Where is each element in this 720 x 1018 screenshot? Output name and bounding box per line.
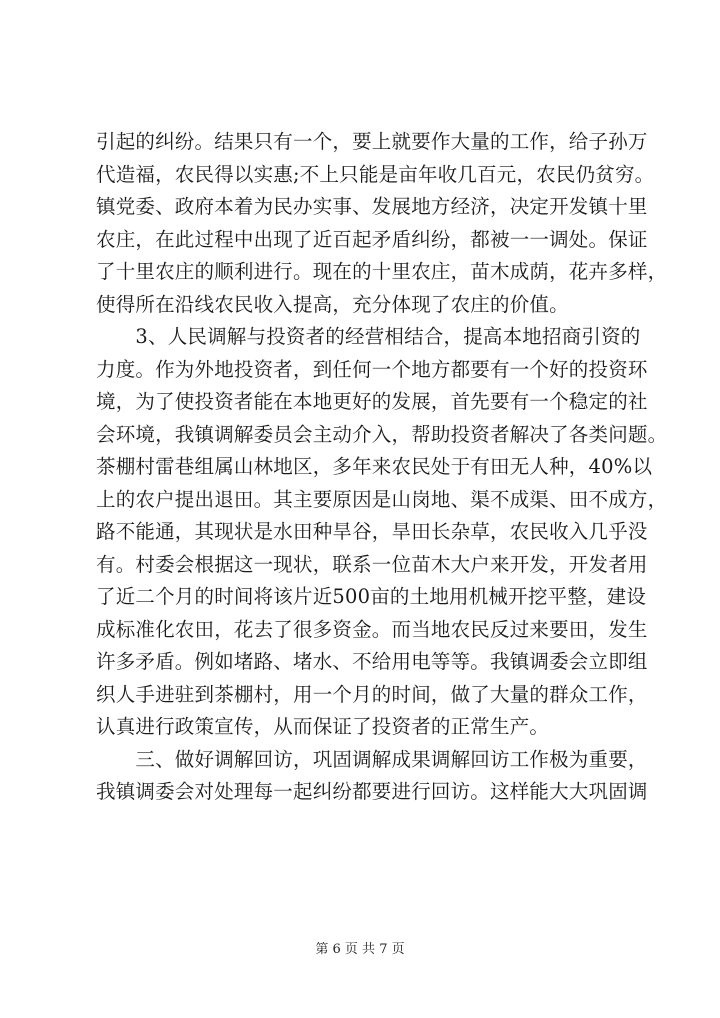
text-line: 引起的纠纷。结果只有一个，要上就要作大量的工作，给子孙万 <box>96 130 648 153</box>
text-line: 认真进行政策宣传，从而保证了投资者的正常生产。 <box>96 715 550 738</box>
text-line: 3、人民调解与投资者的经营相结合，提高本地招商引资的 <box>96 325 641 348</box>
text-line: 力度。作为外地投资者，到任何一个地方都要有一个好的投资环 <box>96 357 648 381</box>
text-line: 上的农户提出退田。其主要原因是山岗地、渠不成渠、田不成方， <box>96 487 668 511</box>
text-line: 了近二个月的时间将该片近500亩的土地用机械开挖平整，建设 <box>96 585 647 608</box>
text-line: 镇党委、政府本着为民办实事、发展地方经济，决定开发镇十里 <box>96 195 648 218</box>
text-line: 代造福，农民得以实惠;不上只能是亩年收几百元，农民仍贫穷。 <box>96 162 655 186</box>
text-line: 路不能通，其现状是水田种旱谷，旱田长杂草，农民收入几乎没 <box>96 520 648 543</box>
text-line: 我镇调委会对处理每一起纠纷都要进行回访。这样能大大巩固调 <box>96 780 648 803</box>
text-line: 成标准化农田，花去了很多资金。而当地农民反过来要田，发生 <box>96 617 648 641</box>
text-line: 使得所在沿线农民收入提高，充分体现了农庄的价值。 <box>96 292 569 316</box>
text-line: 许多矛盾。例如堵路、堵水、不给用电等等。我镇调委会立即组 <box>96 650 648 673</box>
text-line: 农庄，在此过程中出现了近百起矛盾纠纷，都被一一调处。保证 <box>96 227 648 251</box>
body-text <box>96 126 668 809</box>
text-line: 了十里农庄的顺利进行。现在的十里农庄，苗木成荫，花卉多样， <box>96 260 668 283</box>
page-footer: 第 6 页 共 7 页 <box>315 942 405 957</box>
text-line: 茶棚村雷巷组属山林地区，多年来农民处于有田无人种，40%以 <box>96 455 653 478</box>
text-line: 境，为了使投资者能在本地更好的发展，首先要有一个稳定的社 <box>96 390 648 413</box>
text-line: 三、做好调解回访，巩固调解成果调解回访工作极为重要， <box>96 747 648 771</box>
text-line: 会环境，我镇调解委员会主动介入，帮助投资者解决了各类问题。 <box>96 422 668 446</box>
text-line: 织人手进驻到茶棚村，用一个月的时间，做了大量的群众工作， <box>96 682 648 706</box>
text-line: 有。村委会根据这一现状，联系一位苗木大户来开发，开发者用 <box>96 552 648 576</box>
